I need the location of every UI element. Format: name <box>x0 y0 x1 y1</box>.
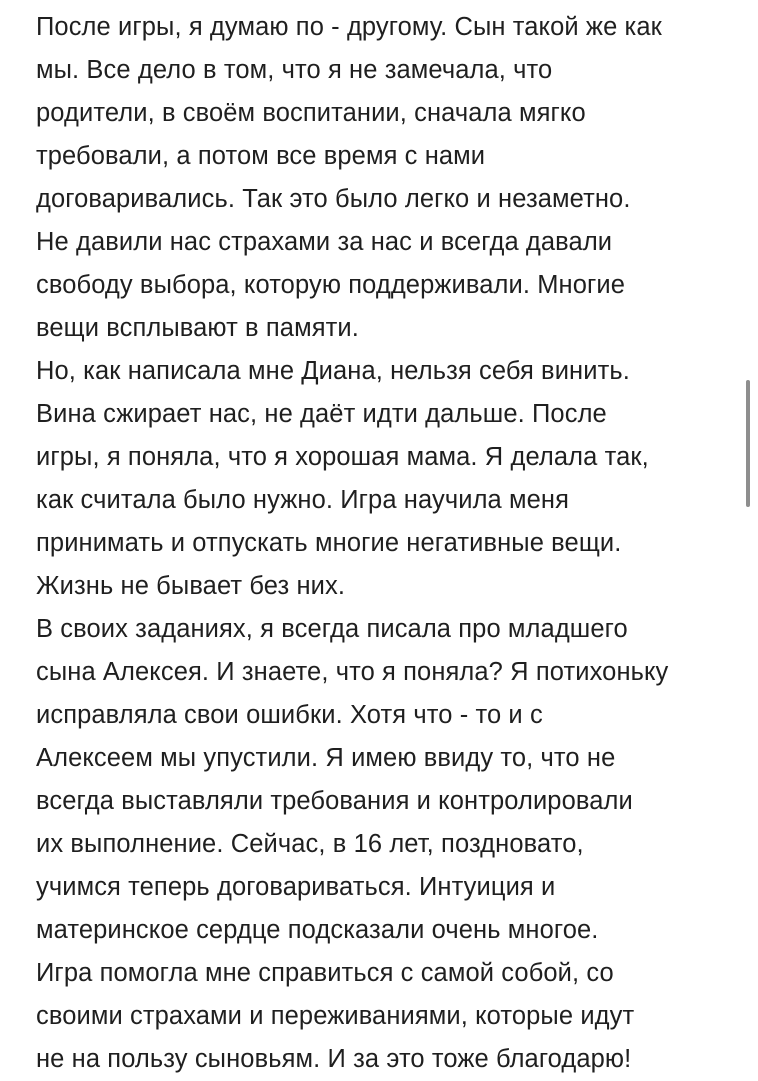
text-line: родители, в своём воспитании, сначала мягко <box>36 99 586 127</box>
text-line: Игра помогла мне справиться с самой собой, со <box>36 959 614 987</box>
text-line: принимать и отпускать многие негативные вещи. <box>36 529 622 557</box>
text-line: как считала было нужно. Игра научила меня <box>36 486 570 514</box>
text-line: После игры, я думаю по - другому. Сын такой же как <box>36 13 662 41</box>
text-line: вещи всплывают в памяти. <box>36 314 359 342</box>
text-line: всегда выставляли требования и контролировали <box>36 787 633 815</box>
text-line: Но, как написала мне Диана, нельзя себя винить. <box>36 357 630 385</box>
text-line: свободу выбора, которую поддерживали. Многие <box>36 271 626 299</box>
text-line: Жизнь не бывает без них. <box>36 572 346 600</box>
text-line: договаривались. Так это было легко и незаметно. <box>36 185 631 213</box>
text-line: Вина сжирает нас, не даёт идти дальше. После <box>36 400 607 428</box>
text-line: своими страхами и переживаниями, которые идут <box>36 1002 635 1030</box>
text-line: В своих заданиях, я всегда писала про младшего <box>36 615 628 643</box>
text-line: мы. Все дело в том, что я не замечала, что <box>36 56 553 84</box>
text-line: материнское сердце подсказали очень многое. <box>36 916 599 944</box>
text-line: требовали, а потом все время с нами <box>36 142 486 170</box>
text-line: Не давили нас страхами за нас и всегда давали <box>36 228 613 256</box>
text-line: игры, я поняла, что я хорошая мама. Я делала так, <box>36 443 649 471</box>
text-line: Алексеем мы упустили. Я имею ввиду то, что не <box>36 744 616 772</box>
text-line: сына Алексея. И знаете, что я поняла? Я потихоньку <box>36 658 669 686</box>
scrollbar-thumb[interactable] <box>746 380 750 507</box>
text-line: учимся теперь договариваться. Интуиция и <box>36 873 556 901</box>
text-line: их выполнение. Сейчас, в 16 лет, поздновато, <box>36 830 584 858</box>
article-body <box>36 6 736 1081</box>
text-line: исправляла свои ошибки. Хотя что - то и с <box>36 701 543 729</box>
text-line: не на пользу сыновьям. И за это тоже благодарю! <box>36 1045 632 1073</box>
